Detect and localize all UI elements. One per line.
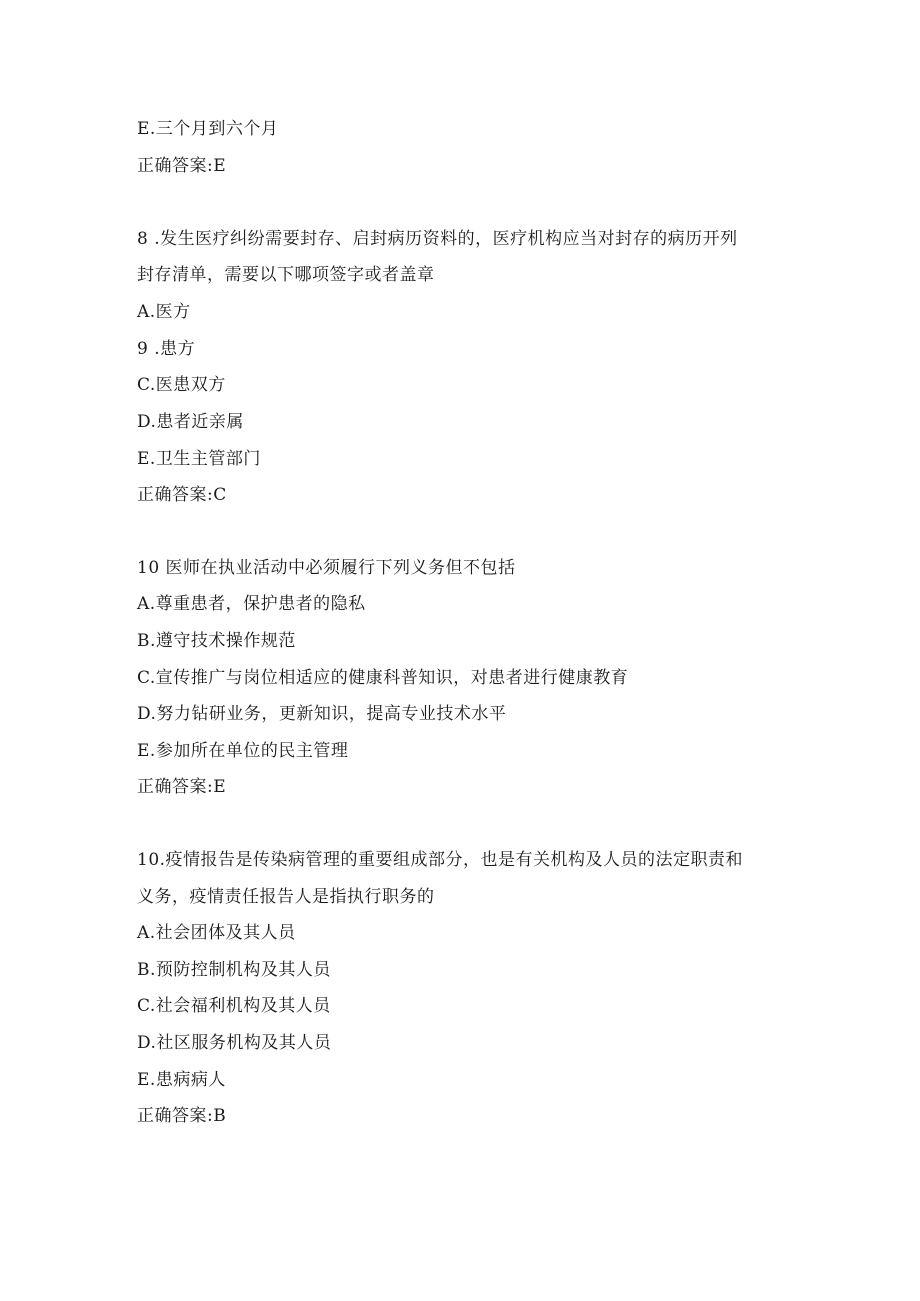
option-b: 9 .患方 [137, 339, 196, 359]
option-c: C.宣传推广与岗位相适应的健康科普知识，对患者进行健康教育 [137, 668, 629, 688]
answer: 正确答案:E [137, 777, 227, 797]
option-a: A.尊重患者，保护患者的隐私 [137, 594, 366, 614]
option-b: B.遵守技术操作规范 [137, 631, 296, 651]
option-d: D.努力钻研业务，更新知识，提高专业技术水平 [137, 704, 507, 724]
answer: 正确答案:E [137, 156, 227, 176]
option-a: A.社会团体及其人员 [137, 923, 296, 943]
answer: 正确答案:C [137, 485, 227, 505]
option-e: E.卫生主管部门 [137, 449, 261, 469]
option-c: C.医患双方 [137, 375, 226, 395]
option-e: E.三个月到六个月 [137, 119, 279, 139]
option-e: E.参加所在单位的民主管理 [137, 741, 349, 761]
option-e: E.患病病人 [137, 1070, 226, 1090]
answer: 正确答案:B [137, 1106, 227, 1126]
question-stem: 10.疫情报告是传染病管理的重要组成部分，也是有关机构及人员的法定职责和 [137, 850, 744, 870]
question-stem-cont: 封存清单，需要以下哪项签字或者盖章 [137, 265, 435, 285]
question-stem: 8 .发生医疗纠纷需要封存、启封病历资料的，医疗机构应当对封存的病历开列 [137, 229, 738, 249]
option-c: C.社会福利机构及其人员 [137, 996, 331, 1016]
question-stem: 10 医师在执业活动中必须履行下列义务但不包括 [137, 558, 516, 578]
option-d: D.社区服务机构及其人员 [137, 1033, 332, 1053]
option-b: B.预防控制机构及其人员 [137, 960, 331, 980]
option-a: A.医方 [137, 302, 191, 322]
option-d: D.患者近亲属 [137, 412, 244, 432]
question-stem-cont: 义务，疫情责任报告人是指执行职务的 [137, 887, 435, 907]
